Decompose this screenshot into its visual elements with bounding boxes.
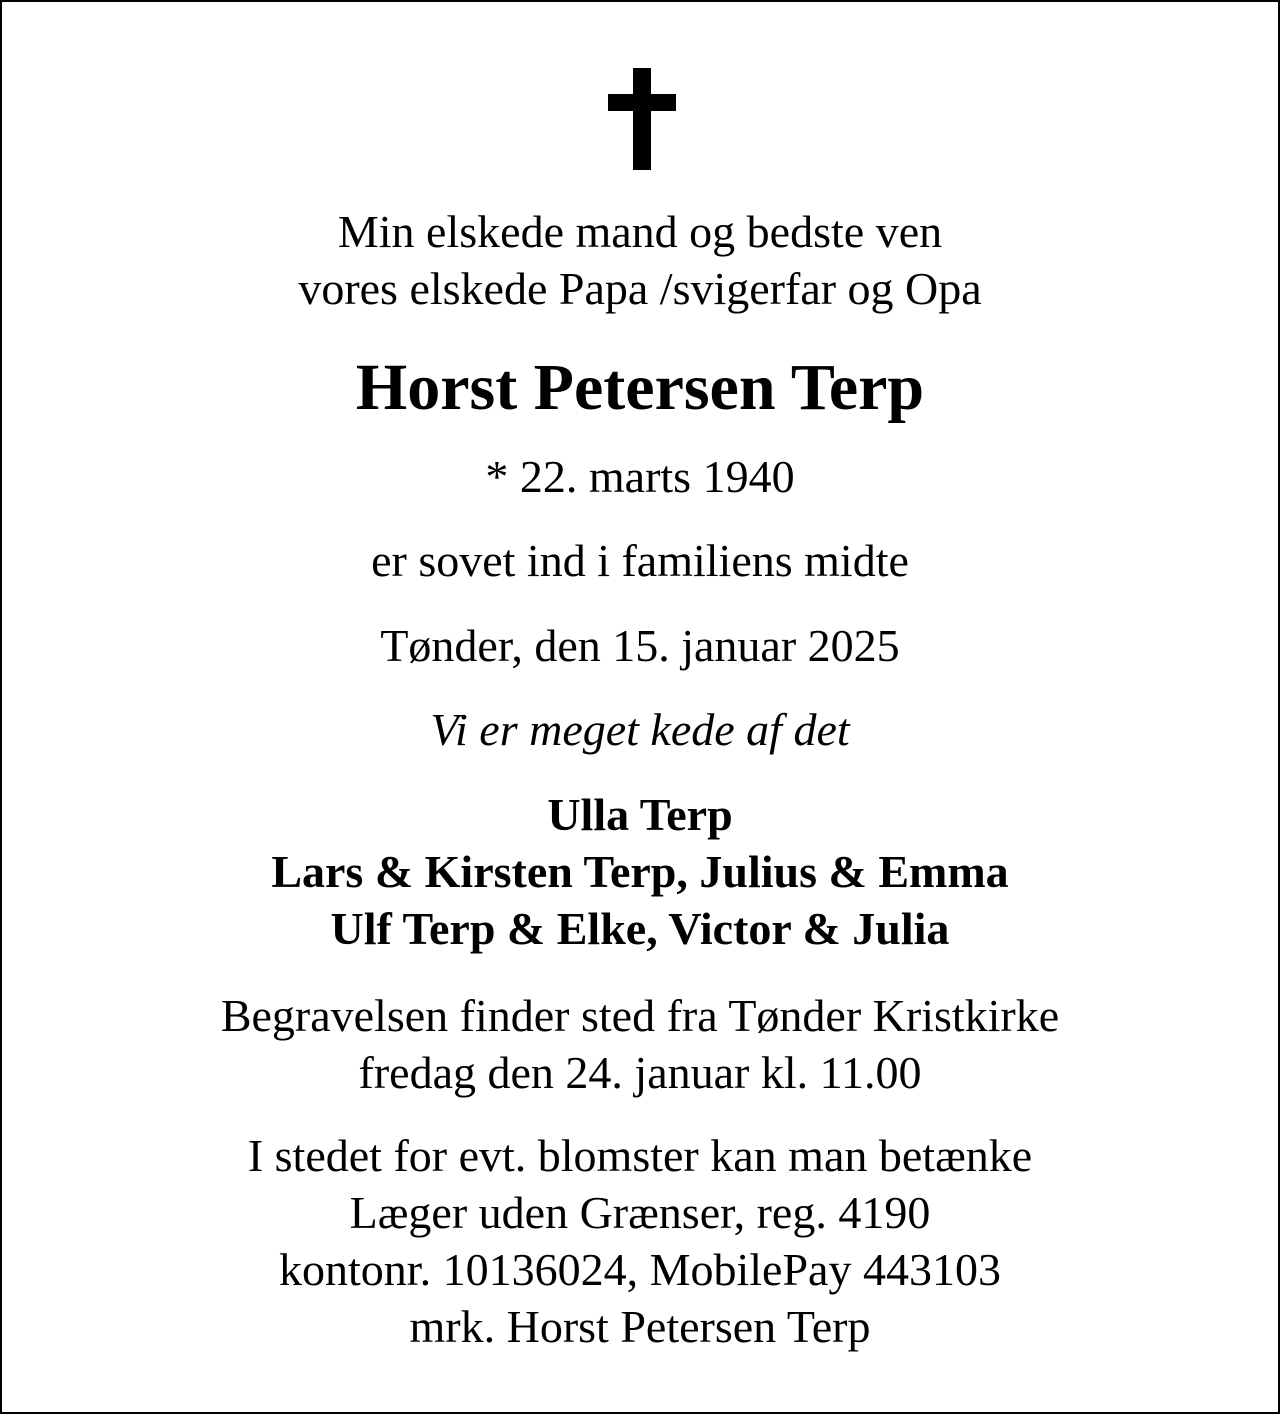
birth-date: * 22. marts 1940 — [485, 451, 795, 502]
intro-line-2: vores elskede Papa /svigerfar og Opa — [298, 263, 982, 314]
cross-vertical-bar — [633, 68, 651, 170]
passing-text: er sovet ind i familiens midte — [371, 535, 909, 586]
family-names — [2, 786, 1278, 957]
latin-cross-icon — [608, 68, 676, 170]
funeral-line-2: fredag den 24. januar kl. 11.00 — [358, 1047, 922, 1098]
place-and-date: Tønder, den 15. januar 2025 — [380, 620, 900, 671]
intro-text — [2, 203, 1278, 317]
cross-horizontal-bar — [608, 94, 676, 111]
funeral-line-1: Begravelsen finder sted fra Tønder Kristkirke — [220, 990, 1060, 1041]
grief-line: Vi er meget kede af det — [430, 704, 850, 755]
donation-info — [2, 1127, 1278, 1355]
donation-line-4: mrk. Horst Petersen Terp — [409, 1301, 871, 1352]
donation-line-1: I stedet for evt. blomster kan man betænke — [247, 1130, 1033, 1181]
family-line: Ulf Terp & Elke, Victor & Julia — [330, 903, 950, 954]
deceased-name: Horst Petersen Terp — [355, 351, 925, 424]
family-line: Ulla Terp — [547, 789, 733, 840]
funeral-info — [2, 987, 1278, 1101]
donation-line-2: Læger uden Grænser, reg. 4190 — [349, 1187, 931, 1238]
intro-line-1: Min elskede mand og bedste ven — [337, 206, 943, 257]
donation-line-3: kontonr. 10136024, MobilePay 443103 — [279, 1244, 1001, 1295]
family-line: Lars & Kirsten Terp, Julius & Emma — [271, 846, 1009, 897]
